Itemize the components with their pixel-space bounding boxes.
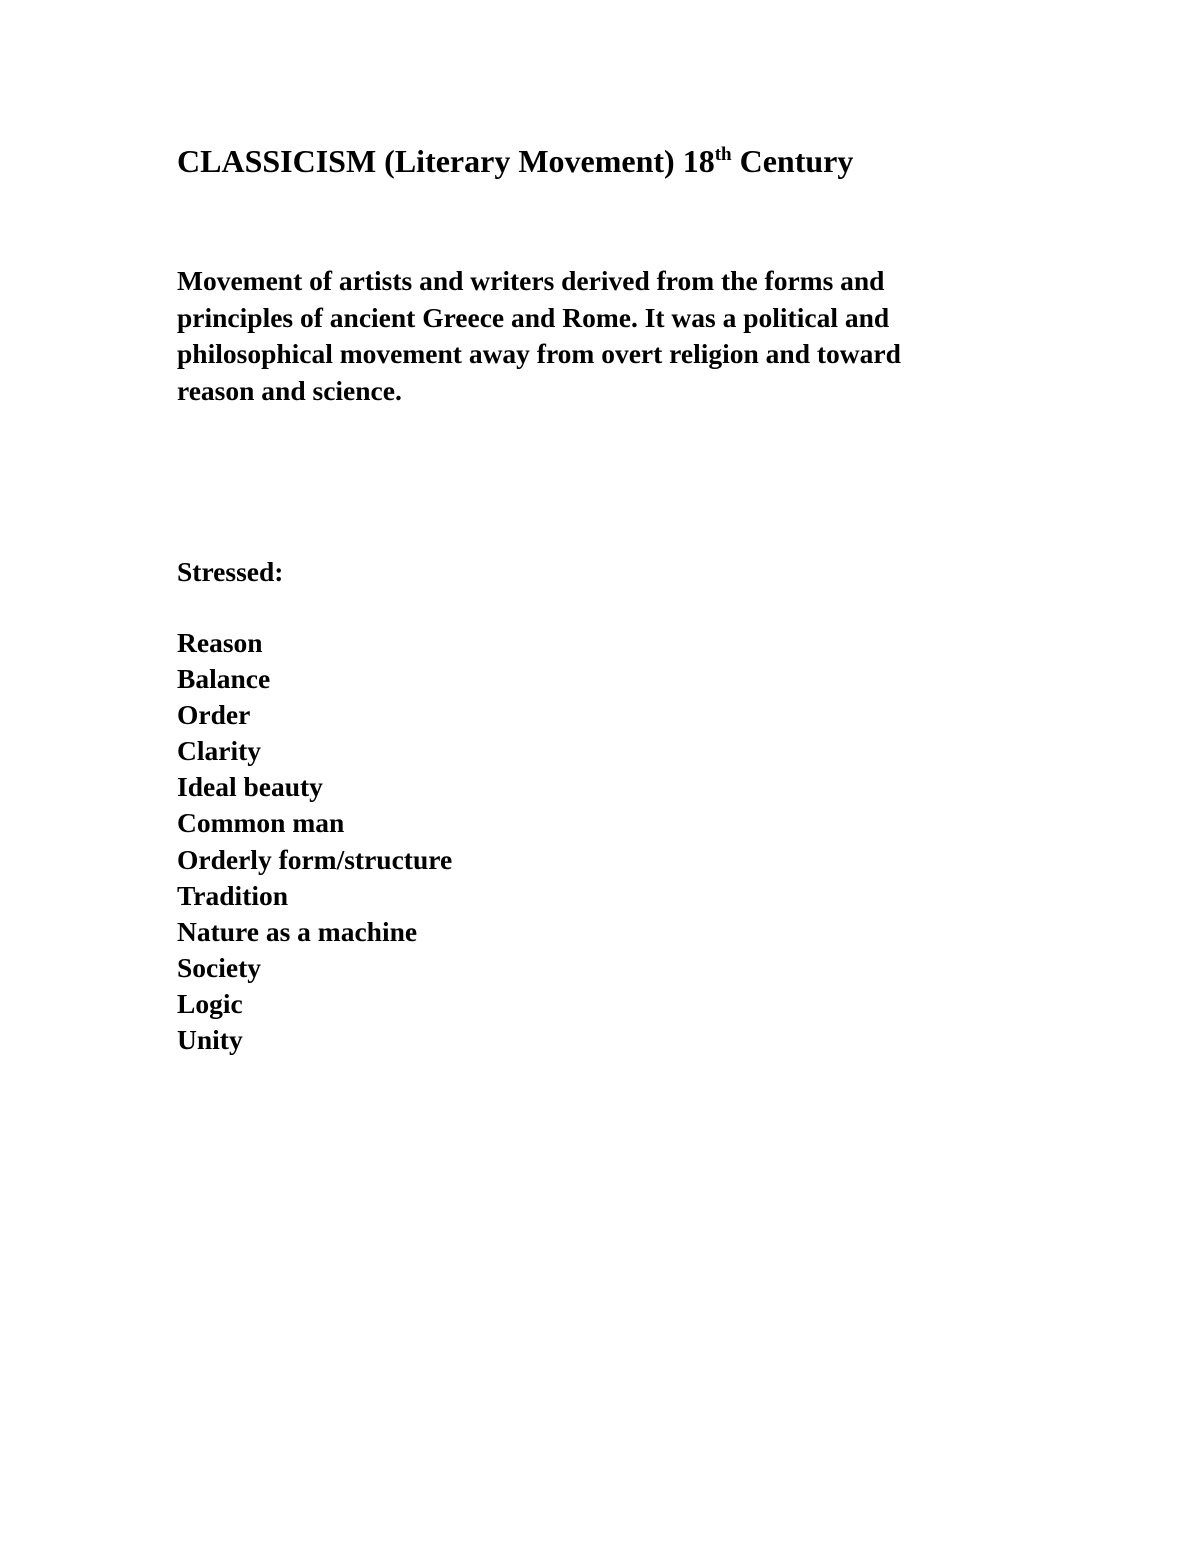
list-item: Logic (177, 987, 243, 1019)
list-item: Reason (177, 627, 263, 658)
page-title (177, 141, 853, 181)
description-line: Movement of artists and writers derived from the forms and (177, 265, 885, 296)
stressed-heading: Stressed: (177, 556, 284, 587)
description-line: philosophical movement away from overt religion and toward (177, 338, 901, 369)
title-suffix: Century (731, 143, 854, 179)
list-item: Orderly form/structure (177, 843, 453, 875)
list-item: Order (177, 699, 251, 731)
list-item: Unity (177, 1024, 243, 1056)
title-superscript: th (714, 144, 732, 165)
list-item: Ideal beauty (177, 771, 323, 803)
description-line: reason and science. (177, 374, 402, 406)
list-item: Clarity (177, 735, 262, 767)
title-main: CLASSICISM (Literary Movement) 18 (177, 143, 715, 179)
description-line: principles of ancient Greece and Rome. It was a political and (177, 301, 890, 333)
description-paragraph (177, 263, 1057, 409)
list-item: Balance (177, 663, 271, 695)
list-item: Society (177, 951, 262, 983)
list-item: Common man (177, 807, 345, 839)
list-item: Tradition (177, 879, 289, 911)
stressed-list (177, 625, 452, 1058)
list-item: Nature as a machine (177, 915, 418, 947)
